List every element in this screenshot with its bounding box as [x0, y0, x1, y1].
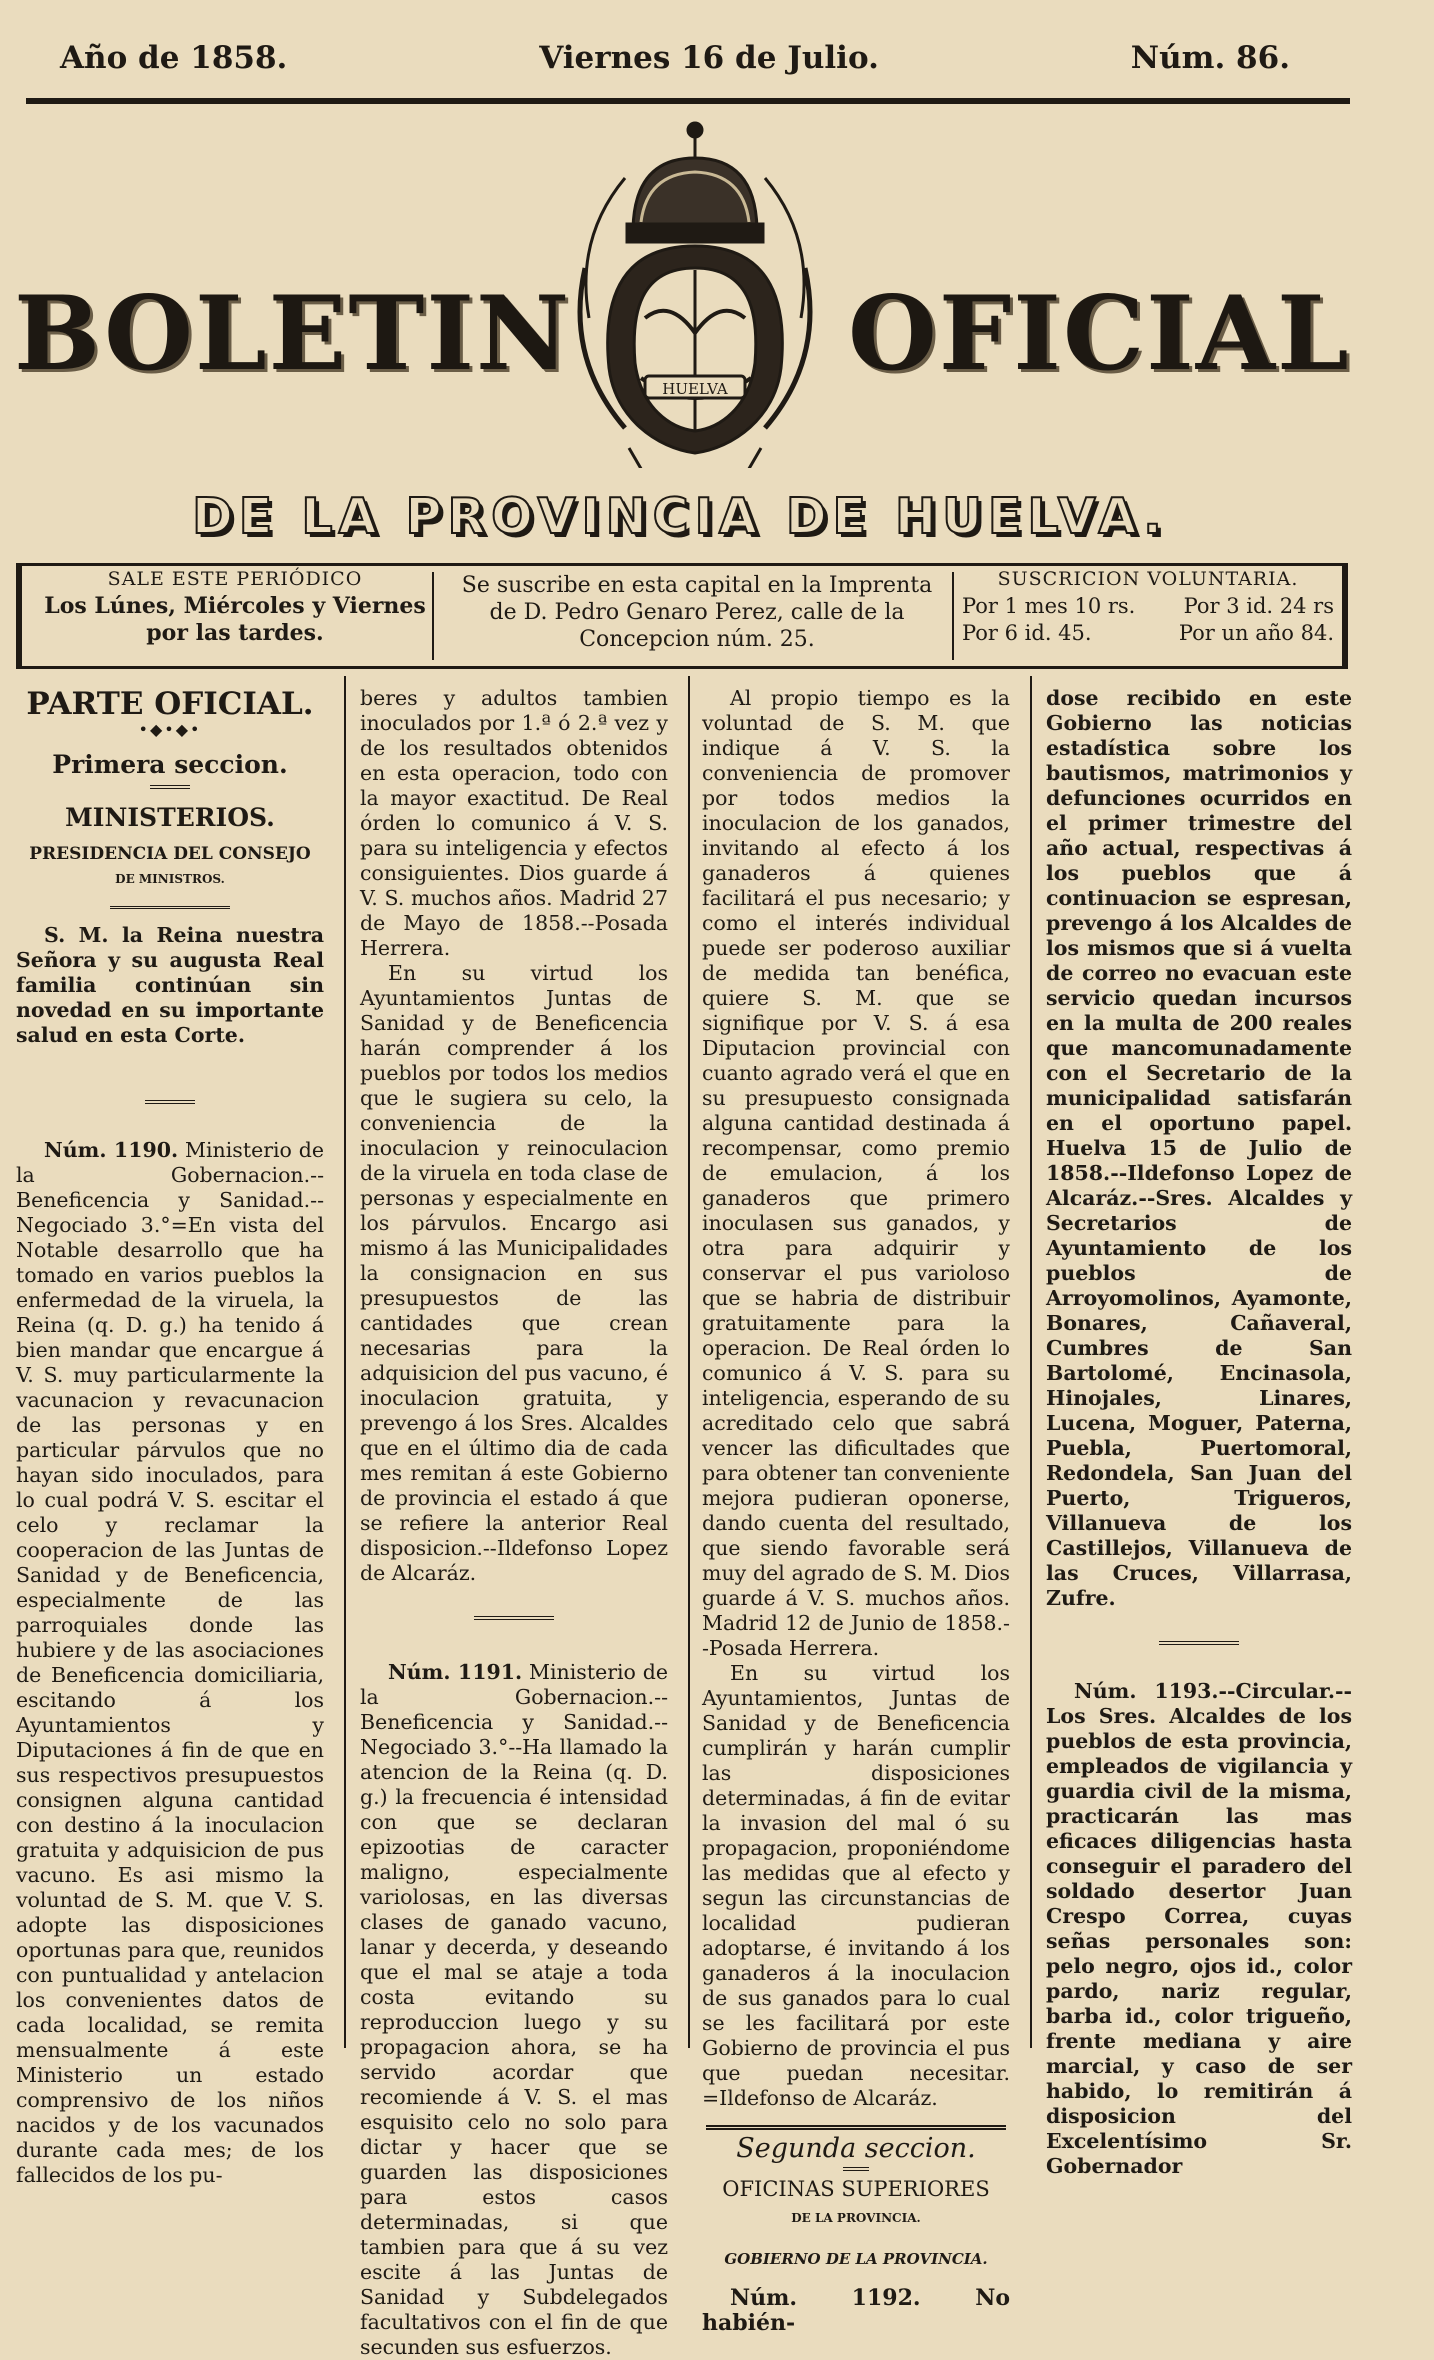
header-rule [26, 98, 1350, 104]
article-1191-text: Ministerio de la Gobernacion.--Beneficencia y Sanidad.--Negociado 3.°--Ha llamado la atencion de la Reina (q. D. g.) la frecuencia é intensidad con que se declaran epizootias de caracter maligno, especialmente variolosas, en las diversas clases de ganado vacuno, lanar y decerda, y deseando que el mal se ataje a toda costa evitando su reproduccion luego y su propagacion ahora, se ha servido acordar que recomiende á V. S. el mas esquisito celo no solo para dictar y hacer que se guarden las disposiciones para estos casos determinadas, si que tambien para que á su vez escite á las Juntas de Sanidad y Subdelegados facultativos con el fin de que secunden sus esfuerzos. [360, 1660, 668, 2359]
section-rule [706, 2125, 1006, 2130]
short-rule [145, 1100, 195, 1104]
dateline [60, 40, 1290, 84]
publication-days [30, 566, 440, 666]
masthead-boletin: BOLETIN [14, 274, 572, 394]
rate-1-year: Por un año 84. [1178, 621, 1334, 645]
subscription-rates-title: SUSCRICION VOLUNTARIA. [997, 568, 1299, 590]
subscription-box [16, 563, 1348, 669]
heading-gobierno: GOBIERNO DE LA PROVINCIA. [724, 2250, 988, 2268]
short-rule [150, 785, 190, 789]
publication-days-text: Los Lúnes, Miércoles y Viernes por las tardes. [44, 593, 426, 646]
issue-date: Viernes 16 de Julio. [539, 40, 879, 76]
article-1190-number: Núm. 1190. [44, 1138, 179, 1162]
rate-3-months: Por 3 id. 24 rs [1183, 594, 1334, 618]
article-1190-continuation: beres y adultos tambien inoculados por 1.ª ó 2.ª vez y de los resultados obtenidos en esta operacion, todo con la mayor exactitud. De Real órden lo comunico á V. S. para su inteligencia y efectos consiguientes. Dios guarde á V. S. muchos años. Madrid 27 de Mayo de 1858.--Posada Herrera. [360, 686, 668, 960]
short-rule [843, 2167, 869, 2171]
column-3 [702, 686, 1010, 2336]
royal-health-notice: S. M. la Reina nuestra Señora y su augusta Real familia continúan sin novedad en su importante salud en esta Corte. [16, 923, 324, 1047]
heading-ministerios: MINISTERIOS. [65, 803, 275, 832]
article-1192-number: Núm. 1192. No habién- [702, 2285, 1010, 2336]
short-rule [110, 906, 230, 909]
column-rule [1030, 676, 1032, 2048]
article-1191-number: Núm. 1191. [388, 1660, 523, 1684]
column-rule [688, 676, 690, 2048]
section-parte-oficial: PARTE OFICIAL. [26, 686, 314, 722]
section-primera: Primera seccion. [52, 750, 288, 779]
article-1192-text: dose recibido en este Gobierno las noticias estadística sobre los bautismos, matrimonios y defunciones ocurridos en el primer trimestre del año actual, respectivas á los pueblos que á continuacion se espresan, prevengo á los Alcaldes de los mismos que si á vuelta de correo no evacuan este servicio quedan incursos en la multa de 200 reales que mancomunadamente con el Secretario de la municipalidad satisfarán en el oportuno papel. Huelva 15 de Julio de 1858.--Ildefonso Lopez de Alcaráz.--Sres. Alcaldes y Secretarios de Ayuntamiento de los pueblos de Arroyomolinos, Ayamonte, Bonares, Cañaveral, Cumbres de San Bartolomé, Encinasola, Hinojales, Linares, Lucena, Moguer, Paterna, Puebla, Puertomoral, Redondela, San Juan del Puerto, Trigueros, Villanueva de los Castillejos, Villanueva de las Cruces, Villarrasa, Zufre. [1046, 686, 1352, 1610]
crest-ribbon-text: HUELVA [662, 380, 728, 398]
rate-6-months: Por 6 id. 45. [962, 621, 1092, 645]
heading-ministros: DE MINISTROS. [115, 872, 225, 886]
masthead-oficial: OFICIAL [848, 274, 1351, 394]
issue-number: Núm. 86. [1130, 40, 1290, 76]
heading-provincia: DE LA PROVINCIA. [791, 2211, 921, 2225]
article-1193-number: Núm. 1193.--Circular.-- [1074, 1679, 1352, 1703]
publication-days-title: SALE ESTE PERIÓDICO [107, 568, 363, 590]
info-divider [952, 572, 954, 660]
article-1191-continuation: Al propio tiempo es la voluntad de S. M. que indique á V. S. la conveniencia de promover por todos medios la inoculacion de los ganados, invitando al efecto á los ganaderos á quienes facilitará el pus necesario; y como el interés individual puede ser poderoso auxiliar de medida tan benéfica, quiere S. M. que se signifique por V. S. á esa Diputacion provincial con cuanto agrado verá el que en su presupuesto consignada alguna cantidad destinada á recompensar, como premio de emulacion, á los ganaderos que primero inoculasen sus ganados, y otra para adquirir y conservar el pus varioloso que se habria de distribuir gratuitamente para la operacion. De Real órden lo comunico á V. S. para su inteligencia, esperando de su acreditado celo que sabrá vencer las dificultades que para obtener tan conveniente mejora pudieran oponerse, dando cuenta del resultado, que siendo favorable será muy del agrado de S. M. Dios guarde á V. S. muchos años. Madrid 12 de Junio de 1858.--Posada Herrera. [702, 686, 1010, 1660]
coat-of-arms-icon [545, 118, 845, 468]
column-1 [16, 686, 324, 2188]
ornament: •◆•◆• [138, 720, 202, 739]
masthead-subtitle: DE LA PROVINCIA DE HUELVA. [192, 488, 1168, 545]
heading-presidencia: PRESIDENCIA DEL CONSEJO [29, 844, 311, 864]
column-2 [360, 686, 668, 2360]
info-divider [432, 572, 434, 660]
rate-1-month: Por 1 mes 10 rs. [962, 594, 1136, 618]
short-rule [1159, 1641, 1239, 1645]
article-1191-circular: En su virtud los Ayuntamientos, Juntas de Sanidad y de Beneficencia cumplirán y harán cumplir las disposiciones determinadas, á fin de evitar la invasion del mal ó su propagacion, proponiéndome las medidas que al efecto y segun las circunstancias de localidad pudieran adoptarse, é invitando á los ganaderos á la inoculacion de sus ganados para lo cual se les facilitará por este Gobierno de provincia el pus que puedan necesitar. =Ildefonso de Alcaráz. [702, 1661, 1010, 2110]
short-rule [474, 1616, 554, 1620]
article-1190-circular: En su virtud los Ayuntamientos Juntas de Sanidad y de Beneficencia harán comprender á los pueblos por todos los medios que le sugiera su celo, la conveniencia de la inoculacion y reinoculacion de la viruela en toda clase de personas y especialmente en los párvulos. Encargo asi mismo á las Municipalidades la consignacion en sus presupuestos de las cantidades que crean necesarias para la adquisicion del pus vacuno, é inoculacion gratuita, y prevengo á los Sres. Alcaldes que en el último dia de cada mes remitan á este Gobierno de provincia el estado á que se refiere la anterior Real disposicion.--Ildefonso Lopez de Alcaráz. [360, 961, 668, 1585]
column-rule [344, 676, 346, 2048]
column-4 [1046, 686, 1352, 2179]
subscription-place: Se suscribe en esta capital en la Imprenta de D. Pedro Genaro Perez, calle de la Concepcion núm. 25. [461, 573, 933, 652]
article-1193-text: Los Sres. Alcaldes de los pueblos de esta provincia, empleados de vigilancia y guardia civil de la misma, practicarán las mas eficaces diligencias hasta conseguir el paradero del soldado desertor Juan Crespo Correa, cuyas señas personales son: pelo negro, ojos id., color pardo, nariz regular, barba id., color trigueño, frente mediana y aire marcial, y caso de ser habido, lo remitirán á disposicion del Excelentísimo Sr. Gobernador [1046, 1704, 1352, 2178]
subscription-rates [962, 566, 1334, 666]
issue-year: Año de 1858. [60, 40, 288, 76]
article-1190-text: Ministerio de la Gobernacion.--Beneficencia y Sanidad.--Negociado 3.°=En vista del Notable desarrollo que ha tomado en varios pueblos la enfermedad de la viruela, la Reina (q. D. g.) ha tenido á bien mandar que encargue á V. S. muy particularmente la vacunacion y revacunacion de las personas y en particular párvulos que no hayan sido inoculados, para lo cual podrá V. S. escitar el celo y reclamar la cooperacion de las Juntas de Sanidad y de Beneficencia, especialmente de las parroquiales donde las hubiere y de las asociaciones de Beneficencia domiciliaria, escitando á los Ayuntamientos y Diputaciones á fin de que en sus respectivos presupuestos consignen alguna cantidad con destino á la inoculacion gratuita y adquisicion de pus vacuno. Es asi mismo la voluntad de S. M. que V. S. adopte las disposiciones oportunas para que, reunidos con puntualidad y antelacion los convenientes datos de cada localidad, se remita mensualmente á este Ministerio un estado comprensivo de los niños nacidos y de los vacunados durante cada mes; de los fallecidos de los pu- [16, 1138, 324, 2187]
heading-oficinas: OFICINAS SUPERIORES [722, 2177, 990, 2201]
section-segunda: Segunda seccion. [736, 2133, 976, 2164]
